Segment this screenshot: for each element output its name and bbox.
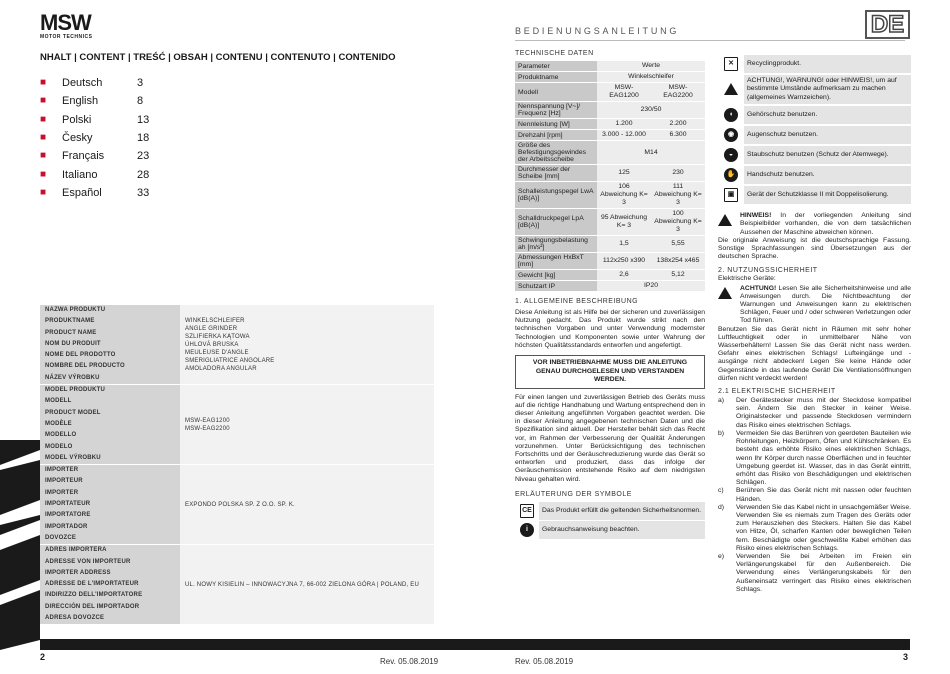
dust-mask-icon: ◒ bbox=[724, 148, 738, 162]
toc-item[interactable] bbox=[40, 165, 340, 183]
symbol-text: Augenschutz benutzen. bbox=[744, 125, 911, 145]
spec-key: Gewicht [kg] bbox=[515, 270, 597, 281]
info-label: MODELO bbox=[45, 443, 73, 450]
info-values bbox=[180, 305, 434, 384]
info-label: MODEL PRODUKTU bbox=[45, 387, 106, 394]
info-label: MODELL bbox=[45, 398, 72, 405]
section-1-paragraph-2: Für einen langen und zuverlässigen Betrieb des Geräts muss auf die richtige Handhabung und Wartung entsprechend den in dieser Anleitung angeführten Vorgaben geachtet werden. Die in dieser Anleitung angegebenen technischen Daten und die Spezifikation sind aktuell. Der Hersteller behält sich das Recht vor, im Rahmen der Verbesserung der Qualität Änderungen vorzunehmen. Unter Berücksichtigung des technischen Fortschritts und der Geräuschreduzierung wurde das Gerät so entworfen und produziert, dass das infolge der Geräuschemission entstehende Risiko auf dem niedrigsten Niveau gehalten wird. bbox=[515, 393, 705, 483]
spec-key: Schwingungsbelastung ah [m/s²] bbox=[515, 236, 597, 253]
toc-page: 3 bbox=[137, 77, 144, 90]
info-label: IMPORTER bbox=[45, 489, 79, 496]
page-number: 3 bbox=[903, 652, 909, 662]
read-manual-icon: i bbox=[520, 523, 534, 537]
spec-row bbox=[515, 130, 705, 141]
original-language-note: Die originale Anweisung ist die deutschsprachige Fassung. Sonstige Sprachfassungen sind Übersetzungen aus der deutschen Sprache. bbox=[718, 236, 911, 261]
spec-row bbox=[515, 209, 705, 236]
warning-icon bbox=[718, 287, 732, 299]
info-label: MODELLO bbox=[45, 432, 77, 439]
product-info-table bbox=[40, 305, 434, 625]
spec-value: 111 Abweichung K= 3 bbox=[651, 182, 705, 209]
spec-key: Schutzart IP bbox=[515, 281, 597, 292]
toc-language: Polski bbox=[62, 113, 92, 126]
spec-value: Werte bbox=[597, 61, 705, 72]
spec-key: Durchmesser der Scheibe [mm] bbox=[515, 165, 597, 182]
bullet-icon: ■ bbox=[40, 150, 47, 162]
section-2-paragraph: Benutzen Sie das Gerät nicht in Räumen mit sehr hoher Luftfeuchtigkeit oder in unmittelbarer Nähe von Wasserbehältern! Lassen Sie das Gerät nicht nass werden. Gefahr eines elektrischen Schlags! Lufteingänge und -ausgänge nicht abdecken! Legen Sie keine Hände oder Gegenstände in das laufende Gerät! Die Ventilationsöffnungen dürfen nicht verdeckt werden! bbox=[718, 325, 911, 382]
symbol-row bbox=[718, 185, 911, 205]
ear-protection-icon: ◖ bbox=[724, 108, 738, 122]
info-label: IMPORTATEUR bbox=[45, 501, 91, 508]
toc-page: 33 bbox=[137, 186, 150, 199]
spec-row bbox=[515, 72, 705, 83]
symbol-text: Staubschutz benutzen (Schutz der Atemwege). bbox=[744, 145, 911, 165]
info-labels bbox=[40, 305, 180, 384]
bullet-icon: ■ bbox=[40, 113, 47, 125]
info-label: NÁZEV VÝROBKU bbox=[45, 374, 100, 381]
symbols-table-2 bbox=[718, 55, 911, 206]
spec-key: Nennleistung [W] bbox=[515, 119, 597, 130]
right-column bbox=[718, 55, 911, 594]
info-value: ANGLE GRINDER bbox=[185, 325, 238, 332]
spec-value: 2.200 bbox=[651, 119, 705, 130]
info-label: IMPORTER bbox=[45, 467, 79, 474]
spec-value: 6.300 bbox=[651, 130, 705, 141]
spec-key: Parameter bbox=[515, 61, 597, 72]
list-item bbox=[718, 487, 911, 503]
bullet-icon: ■ bbox=[40, 132, 47, 144]
page-number: 2 bbox=[40, 652, 46, 662]
tech-data-title: TECHNISCHE DATEN bbox=[515, 50, 594, 57]
attention-label: ACHTUNG! bbox=[740, 284, 777, 292]
info-value: AMOLADORA ANGULAR bbox=[185, 365, 257, 372]
section-1-paragraph: Diese Anleitung ist als Hilfe bei der sicheren und zuverlässigen Nutzung gedacht. Das Produkt wurde strikt nach den technischen Vorgaben und unter Verwendung modernster Technologien und Komponenten sowie unter Wahrung der höchsten Qualitätsstandards entworfen und angefertigt. bbox=[515, 309, 705, 349]
bullet-icon: ■ bbox=[40, 168, 47, 180]
info-label: MODÈLE bbox=[45, 420, 72, 427]
info-label: PRODUCT MODEL bbox=[45, 409, 101, 416]
symbol-row bbox=[718, 55, 911, 74]
symbol-text: Das Produkt erfüllt die geltenden Sicherheitsnormen. bbox=[539, 502, 705, 521]
toc-item[interactable] bbox=[40, 147, 340, 165]
list-text: Verwenden Sie bei Arbeiten im Freien ein Verlängerungskabel für den Außenbereich. Die Verwendung eines Verlängerungskabels für den Außeneinsatz verringert das Risiko eines elektrischen Schlags. bbox=[736, 552, 911, 593]
list-marker: d) bbox=[718, 503, 725, 511]
eye-protection-icon: ◉ bbox=[724, 128, 738, 142]
class-ii-icon: ▣ bbox=[724, 188, 738, 202]
info-label: NOMBRE DEL PRODUCTO bbox=[45, 363, 125, 370]
info-value: SMERIGLIATRICE ANGOLARE bbox=[185, 357, 275, 364]
toc-language: Italiano bbox=[62, 168, 98, 181]
list-text: Vermeiden Sie das Berühren von geerdeten Bauteilen wie Rohrleitungen, Heizkörpern, Öfen und Kühlschränken. Es besteht das erhöhte Risiko eines elektrischen Schlags, wenn Ihr Körper durch nasse Oberflächen und in feuchter Umgebung geerdet ist. Wasser, das in das Gerät eintritt, erhöht das Risiko von Beschädigungen und elektrischen Schlägen. bbox=[736, 429, 911, 487]
info-value: ÚHLOVÁ BRUSKA bbox=[185, 341, 239, 348]
list-marker: a) bbox=[718, 397, 725, 405]
info-group bbox=[40, 385, 434, 465]
info-label: NOM DU PRODUIT bbox=[45, 340, 101, 347]
list-text: Berühren Sie das Gerät nicht mit nassen oder feuchten Händen. bbox=[736, 487, 911, 503]
info-values bbox=[180, 465, 434, 544]
spec-value: 138x254 x465 bbox=[651, 253, 705, 270]
spec-key: Schalldruckpegel LpA [dB(A)] bbox=[515, 209, 597, 236]
spec-key: Produktname bbox=[515, 72, 597, 83]
revision-date: Rev. 05.08.2019 bbox=[515, 657, 574, 666]
symbol-row bbox=[718, 145, 911, 165]
info-label: NAZWA PRODUKTU bbox=[45, 307, 106, 313]
recycle-bin-icon: ✕ bbox=[724, 57, 738, 71]
toc-language: Español bbox=[62, 186, 102, 199]
spec-row bbox=[515, 102, 705, 119]
info-values bbox=[180, 385, 434, 464]
note-label: HINWEIS! bbox=[740, 212, 772, 220]
note-box bbox=[718, 212, 911, 237]
header-rule bbox=[515, 40, 905, 41]
toc-item[interactable] bbox=[40, 92, 340, 110]
info-value: MSW-EAG2200 bbox=[185, 425, 230, 432]
brand-logo bbox=[40, 12, 110, 38]
list-text: Verwenden Sie das Kabel nicht in unsachgemäßer Weise. Verwenden Sie es niemals zum Tragen des Geräts oder zum Herausziehen des Steckers. Halten Sie das Kabel von Hitze, Öl, scharfen Kanten oder beweglichen Teilen fern. Beschädigte oder geschweißte Kabel erhöhen das Risiko eines elektrischen Schlags. bbox=[736, 503, 911, 552]
symbol-text: Gehörschutz benutzen. bbox=[744, 105, 911, 125]
symbol-text: Handschutz benutzen. bbox=[744, 165, 911, 185]
symbol-row bbox=[718, 165, 911, 185]
spec-row bbox=[515, 141, 705, 165]
spec-value: 112x250 x390 bbox=[597, 253, 651, 270]
info-label: PRODUCT NAME bbox=[45, 329, 97, 336]
spec-row bbox=[515, 253, 705, 270]
spec-key: Drehzahl [rpm] bbox=[515, 130, 597, 141]
manual-title: BEDIENUNGSANLEITUNG bbox=[515, 26, 680, 36]
info-label: IMPORTATORE bbox=[45, 512, 91, 519]
symbol-text: Gerät der Schutzklasse II mit Doppelisolierung. bbox=[744, 185, 911, 205]
left-column bbox=[515, 50, 705, 540]
list-item bbox=[718, 504, 911, 553]
spec-key: Abmessungen HxBxT [mm] bbox=[515, 253, 597, 270]
toc-page: 18 bbox=[137, 132, 150, 145]
info-label: ADRESSE VON IMPORTEUR bbox=[45, 558, 131, 565]
spec-key: Schalleistungspegel LwA [dB(A)] bbox=[515, 182, 597, 209]
list-item bbox=[718, 397, 911, 430]
spec-row bbox=[515, 119, 705, 130]
info-value: EXPONDO POLSKA SP. Z O.O. SP. K. bbox=[185, 501, 295, 508]
spec-table bbox=[515, 61, 705, 292]
toc-language: Deutsch bbox=[62, 77, 103, 90]
spec-value: 5,55 bbox=[651, 236, 705, 253]
spec-value: M14 bbox=[597, 141, 705, 165]
info-label: IMPORTER ADDRESS bbox=[45, 569, 111, 576]
section-2-subtitle: Elektrische Geräte: bbox=[718, 275, 776, 283]
section-2-title: 2. NUTZUNGSSICHERHEIT bbox=[718, 267, 818, 275]
info-value: UL. NOWY KISIELIN – INNOWACYJNA 7, 66-002 ZIELONA GÓRA | POLAND, EU bbox=[185, 581, 420, 588]
info-group bbox=[40, 545, 434, 625]
spec-value: 95 Abweichung K= 3 bbox=[597, 209, 651, 236]
symbol-text: Gebrauchsanweisung beachten. bbox=[539, 520, 705, 539]
list-marker: c) bbox=[718, 487, 724, 495]
spec-value: MSW-EAG1200 bbox=[597, 83, 651, 102]
note-text bbox=[740, 212, 911, 237]
info-group bbox=[40, 305, 434, 385]
section-2-1-title: 2.1 ELEKTRISCHE SICHERHEIT bbox=[718, 388, 836, 396]
symbol-row bbox=[718, 74, 911, 105]
spec-value: 125 bbox=[597, 165, 651, 182]
info-label: IMPORTEUR bbox=[45, 478, 83, 485]
info-label: ADRES IMPORTERA bbox=[45, 547, 107, 554]
toc-page: 28 bbox=[137, 168, 150, 181]
toc-page: 8 bbox=[137, 95, 144, 108]
info-label: ADRESA DOVOZCE bbox=[45, 615, 105, 622]
symbol-row bbox=[718, 105, 911, 125]
info-label: IMPORTADOR bbox=[45, 523, 88, 530]
info-group bbox=[40, 465, 434, 545]
attention-body: Lesen Sie alle Sicherheitshinweise und alle Anweisungen durch. Die Nichtbeachtung der Warnungen und Anweisungen kann zu elektrischen Schlägen, Feuer und / oder schweren Verletzungen oder Tod führen. bbox=[740, 284, 911, 325]
spec-value: 106 Abweichung K= 3 bbox=[597, 182, 651, 209]
list-text: Der Gerätestecker muss mit der Steckdose kompatibel sein. Ändern Sie den Stecker in keiner Weise. Originalstecker und passende Steckdosen vermindern das Risiko eines elektrischen Schlags. bbox=[736, 397, 911, 429]
info-label: MODEL VÝROBKU bbox=[45, 454, 101, 461]
revision-date: Rev. 05.08.2019 bbox=[380, 657, 439, 666]
spec-value: 3.000 - 12.000 bbox=[597, 130, 651, 141]
table-of-contents bbox=[40, 74, 340, 202]
spec-row bbox=[515, 236, 705, 253]
spec-value: 1.200 bbox=[597, 119, 651, 130]
spec-row bbox=[515, 61, 705, 72]
logo-mark: MSW bbox=[40, 10, 91, 35]
symbols-table bbox=[515, 502, 705, 540]
toc-item[interactable] bbox=[40, 111, 340, 129]
symbol-row bbox=[515, 502, 705, 521]
symbol-row bbox=[718, 125, 911, 145]
list-marker: b) bbox=[718, 429, 725, 437]
symbols-title: ERLÄUTERUNG DER SYMBOLE bbox=[515, 490, 632, 498]
list-item bbox=[718, 553, 911, 594]
info-value: MEULEUSE D'ANGLE bbox=[185, 349, 249, 356]
toc-item[interactable] bbox=[40, 129, 340, 147]
spec-row bbox=[515, 165, 705, 182]
info-labels bbox=[40, 545, 180, 624]
bullet-icon: ■ bbox=[40, 186, 47, 198]
decorative-brand-graphic bbox=[0, 440, 40, 650]
symbol-row bbox=[515, 520, 705, 539]
spec-key: Nennspannung [V~]/ Frequenz [Hz] bbox=[515, 102, 597, 119]
symbol-text: Recyclingprodukt. bbox=[744, 55, 911, 74]
spec-row bbox=[515, 270, 705, 281]
attention-text bbox=[740, 285, 911, 326]
list-item bbox=[718, 430, 911, 487]
toc-language: English bbox=[62, 95, 99, 108]
read-manual-warning: VOR INBETRIEBNAHME MUSS DIE ANLEITUNG GENAU DURCHGELESEN UND VERSTANDEN WERDEN. bbox=[515, 355, 705, 389]
bullet-icon: ■ bbox=[40, 77, 47, 89]
info-label: PRODUKTNAME bbox=[45, 318, 95, 325]
spec-row bbox=[515, 83, 705, 102]
footer-bar bbox=[475, 639, 910, 650]
right-page bbox=[475, 0, 950, 674]
list-marker: e) bbox=[718, 552, 725, 560]
note-body: In der vorliegenden Anleitung sind Beispielbilder vorhanden, die von dem tatsächlichen Aussehen der Maschine abweichen können. bbox=[740, 212, 911, 236]
info-value: MSW-EAG1200 bbox=[185, 417, 230, 424]
spec-value: Winkelschleifer bbox=[597, 72, 705, 83]
info-values bbox=[180, 545, 434, 624]
info-value: SZLIFIERKA KĄTOWA bbox=[185, 333, 250, 340]
bullet-icon: ■ bbox=[40, 95, 47, 107]
toc-language: Česky bbox=[62, 132, 93, 145]
info-label: DIRECCIÓN DEL IMPORTADOR bbox=[45, 603, 140, 610]
attention-box bbox=[718, 285, 911, 326]
info-value: WINKELSCHLEIFER bbox=[185, 317, 245, 324]
toc-page: 23 bbox=[137, 150, 150, 163]
logo-subtitle: MOTOR TECHNICS bbox=[40, 34, 93, 40]
spec-value: 230/50 bbox=[597, 102, 705, 119]
spec-key: Modell bbox=[515, 83, 597, 102]
toc-item[interactable] bbox=[40, 74, 340, 92]
info-labels bbox=[40, 465, 180, 544]
warning-icon bbox=[718, 214, 732, 226]
toc-title: NHALT | CONTENT | TREŚĆ | OBSAH | CONTENU | CONTENUTO | CONTENIDO bbox=[40, 52, 396, 63]
info-labels bbox=[40, 385, 180, 464]
spec-value: IP20 bbox=[597, 281, 705, 292]
hand-protection-icon: ✋ bbox=[724, 168, 738, 182]
footer-bar bbox=[40, 639, 475, 650]
safety-list bbox=[718, 397, 911, 594]
spec-value: 100 Abweichung K= 3 bbox=[651, 209, 705, 236]
warning-icon bbox=[724, 83, 738, 95]
info-label: NOME DEL PRODOTTO bbox=[45, 352, 116, 359]
spec-row bbox=[515, 182, 705, 209]
info-label: INDIRIZZO DELL'IMPORTATORE bbox=[45, 592, 143, 599]
info-label: DOVOZCE bbox=[45, 534, 77, 541]
language-badge: DE bbox=[865, 10, 910, 39]
spec-value: 2,6 bbox=[597, 270, 651, 281]
spec-key: Größe des Befestigungsgewindes der Arbeitsscheibe bbox=[515, 141, 597, 165]
info-label: ADRESSE DE L'IMPORTATEUR bbox=[45, 581, 139, 588]
toc-page: 13 bbox=[137, 113, 150, 126]
symbol-text: ACHTUNG!, WARNUNG! oder HINWEIS!, um auf bestimmte Umstände aufmerksam zu machen (allgemeines Warnzeichen). bbox=[744, 74, 911, 105]
toc-item[interactable] bbox=[40, 184, 340, 202]
spec-value: 1,5 bbox=[597, 236, 651, 253]
spec-value: 230 bbox=[651, 165, 705, 182]
section-1-title: 1. ALLGEMEINE BESCHREIBUNG bbox=[515, 298, 639, 305]
ce-mark-icon: CE bbox=[520, 504, 534, 518]
spec-value: 5,12 bbox=[651, 270, 705, 281]
toc-language: Français bbox=[62, 150, 105, 163]
spec-value: MSW-EAG2200 bbox=[651, 83, 705, 102]
spec-row bbox=[515, 281, 705, 292]
